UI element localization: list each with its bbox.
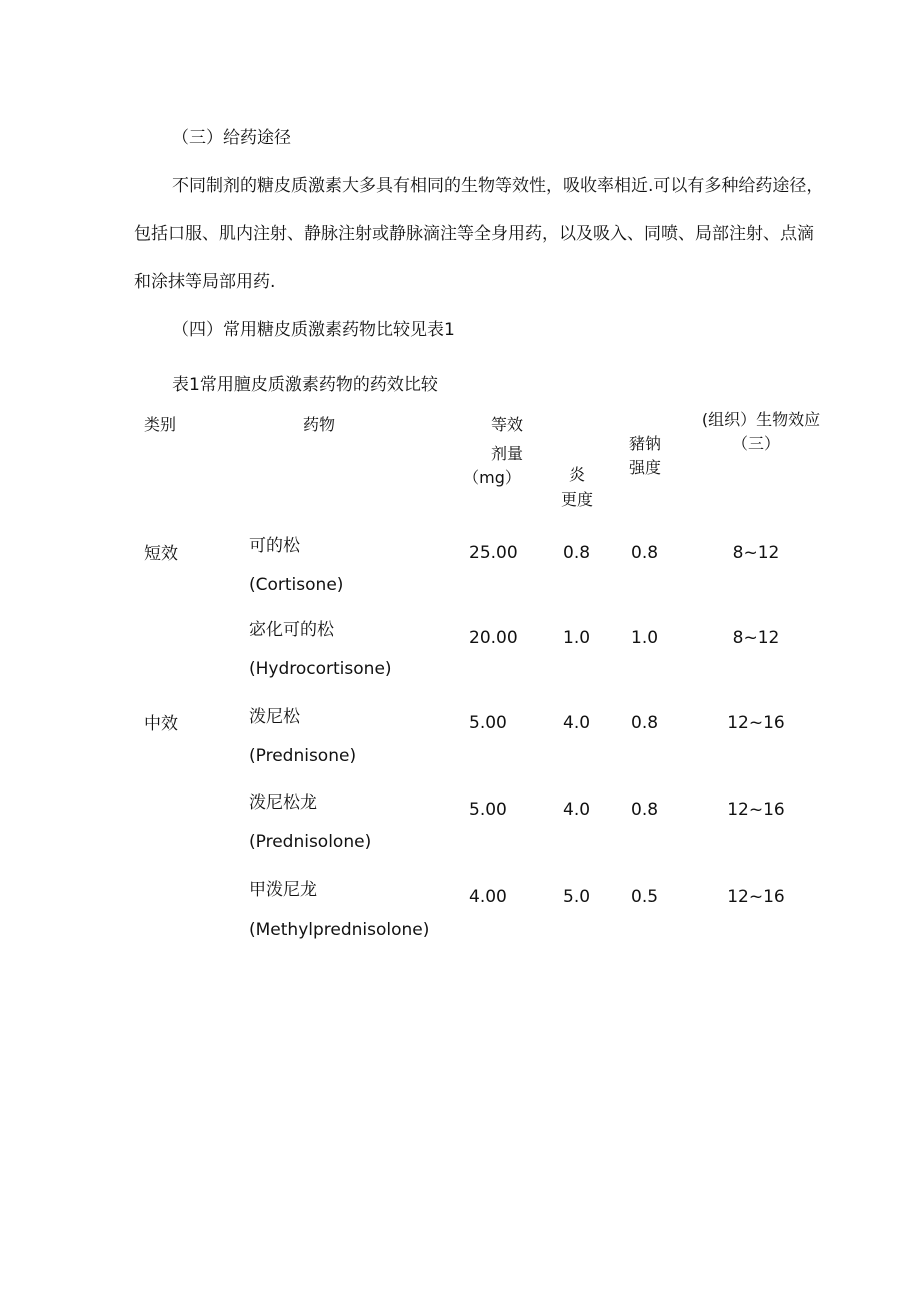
row-drug-name-en: (Cortisone) (249, 575, 344, 595)
row-anti-inflammatory: 5.0 (563, 887, 591, 907)
header-sodium-line-2: 强度 (628, 458, 661, 477)
row-sodium-retention: 1.0 (631, 628, 659, 648)
header-bio-line-1: (组织）生物效应 (701, 410, 821, 429)
header-sodium-line-1: 豬钠 (628, 434, 661, 453)
header-dose-line-1: 等效 (490, 415, 523, 434)
header-bio-line-2: （三） (731, 434, 780, 453)
row-drug-name-en: (Hydrocortisone) (249, 659, 392, 679)
row-anti-inflammatory: 0.8 (563, 543, 591, 563)
row-equivalent-dose: 25.00 (469, 543, 518, 563)
header-dose-line-3: （mg） (463, 468, 521, 487)
row-drug-name-cn: 泼尼松 (249, 707, 300, 727)
row-biological-effect: 8~12 (732, 628, 780, 648)
section-4-heading: （四）常用糖皮质激素药物比较见表1 (172, 320, 455, 340)
header-dose-line-2: 剂量 (490, 444, 523, 463)
row-sodium-retention: 0.8 (631, 800, 659, 820)
section-3-paragraph-line-2: 包括口服、肌内注射、静脉注射或静脉滴注等全身用药，以及吸入、同喷、局部注射、点滴 (134, 224, 814, 244)
row-biological-effect: 12~16 (727, 713, 785, 733)
row-drug-name-cn: 可的松 (249, 536, 300, 556)
row-drug-name-en: (Prednisolone) (249, 832, 372, 852)
row-equivalent-dose: 5.00 (469, 713, 507, 733)
header-anti-line-1: 炎 (568, 465, 585, 484)
header-drug: 药物 (303, 415, 336, 434)
row-anti-inflammatory: 4.0 (563, 800, 591, 820)
row-sodium-retention: 0.8 (631, 543, 659, 563)
row-drug-name-en: (Prednisone) (249, 746, 357, 766)
row-equivalent-dose: 20.00 (469, 628, 518, 648)
header-anti-line-2: 更度 (560, 490, 593, 509)
row-biological-effect: 12~16 (727, 887, 785, 907)
row-biological-effect: 12~16 (727, 800, 785, 820)
row-drug-name-cn: 甲泼尼龙 (249, 880, 317, 900)
row-category: 中效 (144, 714, 178, 734)
row-anti-inflammatory: 4.0 (563, 713, 591, 733)
row-anti-inflammatory: 1.0 (563, 628, 591, 648)
section-3-heading: （三）给药途径 (172, 128, 291, 148)
row-sodium-retention: 0.5 (631, 887, 659, 907)
row-drug-name-en: (Methylprednisolone) (249, 920, 430, 940)
row-category: 短效 (144, 544, 178, 564)
row-equivalent-dose: 4.00 (469, 887, 507, 907)
section-3-paragraph-line-3: 和涂抹等局部用药. (134, 272, 276, 292)
header-category: 类别 (144, 415, 177, 434)
section-3-paragraph-line-1: 不同制剂的糖皮质激素大多具有相同的生物等效性，吸收率相近.可以有多种给药途径， (172, 176, 824, 196)
row-sodium-retention: 0.8 (631, 713, 659, 733)
row-equivalent-dose: 5.00 (469, 800, 507, 820)
row-biological-effect: 8~12 (732, 543, 780, 563)
table-caption: 表1常用膻皮质激素药物的药效比较 (172, 375, 438, 395)
row-drug-name-cn: 宓化可的松 (249, 620, 334, 640)
row-drug-name-cn: 泼尼松龙 (249, 793, 317, 813)
